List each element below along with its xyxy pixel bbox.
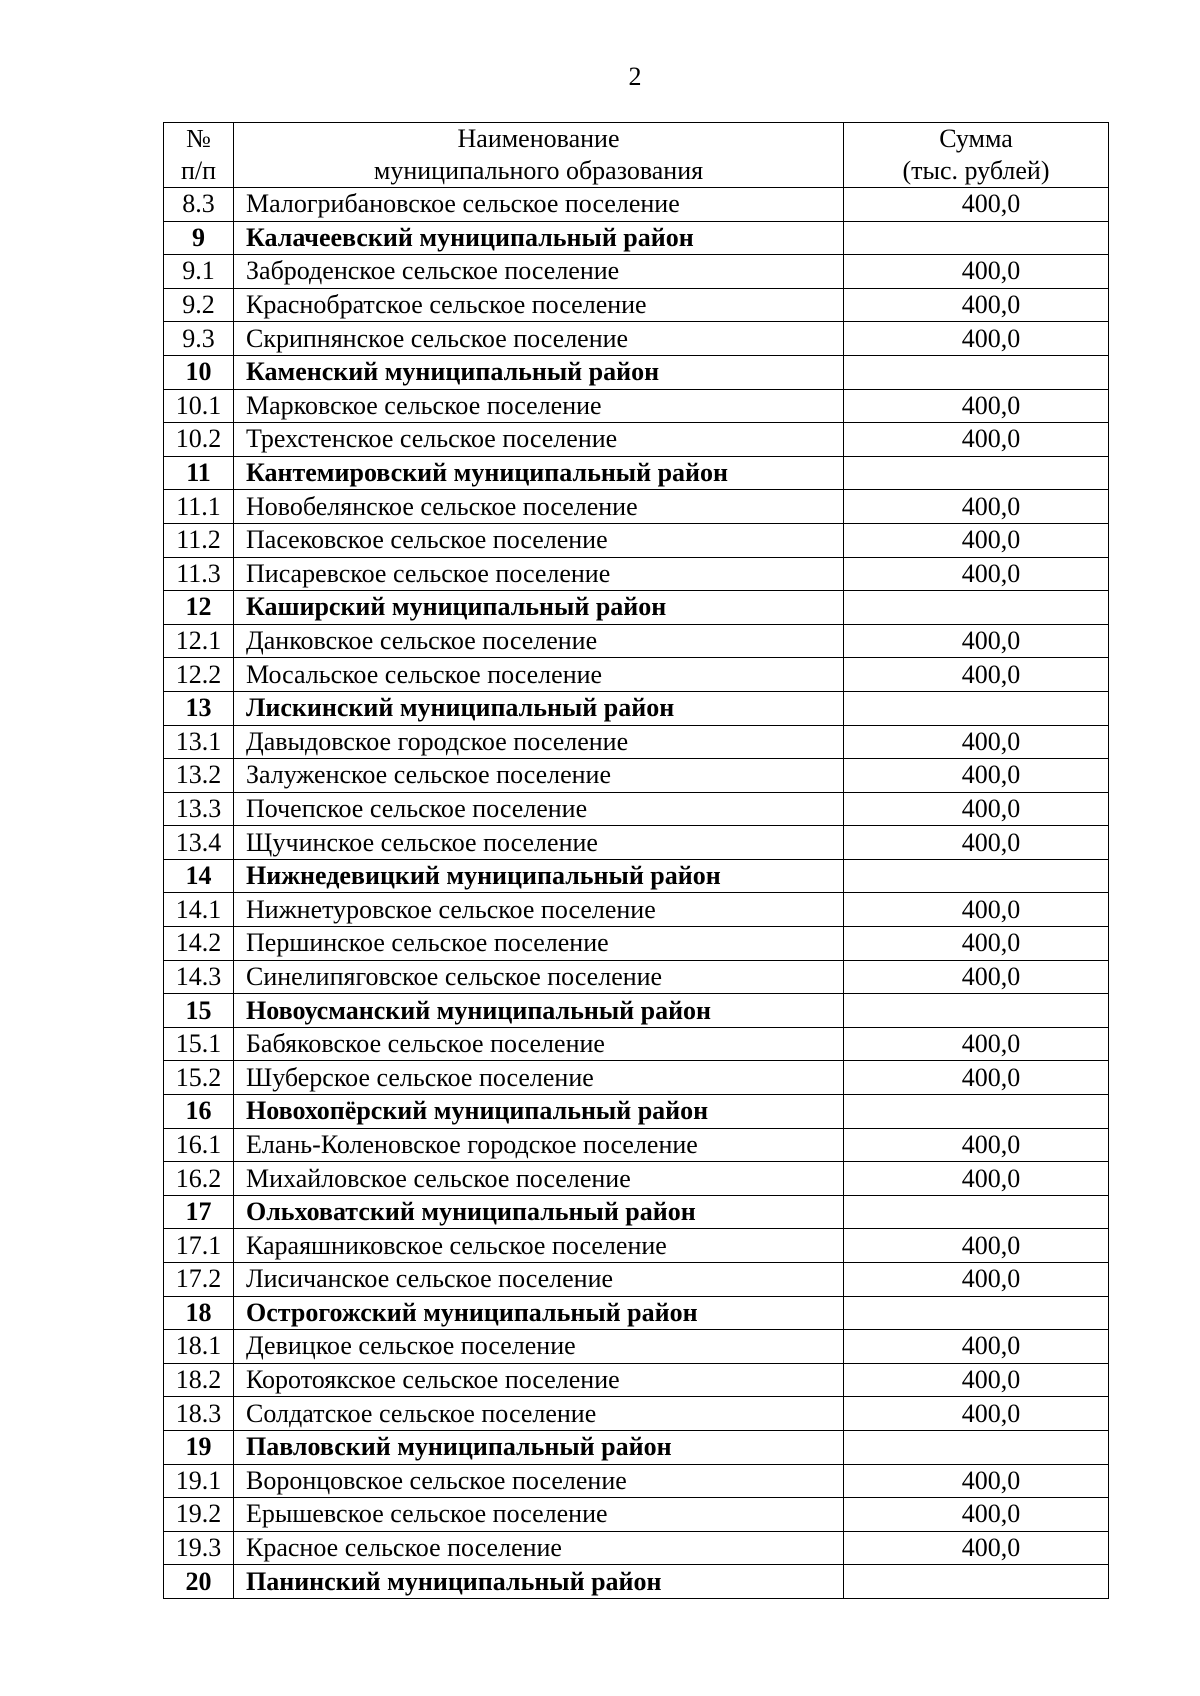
row-name: Трехстенское сельское поселение	[234, 423, 844, 457]
row-name: Каширский муниципальный район	[234, 591, 844, 625]
row-number: 13.3	[164, 792, 234, 826]
table-row	[164, 322, 1109, 356]
row-number: 16.2	[164, 1162, 234, 1196]
row-sum: 400,0	[844, 255, 1109, 289]
table-row	[164, 188, 1109, 222]
row-number: 11.3	[164, 557, 234, 591]
row-name: Панинский муниципальный район	[234, 1565, 844, 1599]
row-name: Острогожский муниципальный район	[234, 1296, 844, 1330]
row-number: 12.1	[164, 624, 234, 658]
row-name: Бабяковское сельское поселение	[234, 1027, 844, 1061]
row-sum	[844, 691, 1109, 725]
row-name: Нижнетуровское сельское поселение	[234, 893, 844, 927]
row-number: 9.2	[164, 288, 234, 322]
row-name: Пасековское сельское поселение	[234, 523, 844, 557]
row-name: Елань-Коленовское городское поселение	[234, 1128, 844, 1162]
row-sum	[844, 221, 1109, 255]
page-number: 2	[628, 62, 642, 91]
row-sum: 400,0	[844, 960, 1109, 994]
district-row	[164, 1195, 1109, 1229]
table-row	[164, 759, 1109, 793]
row-number: 16	[164, 1095, 234, 1129]
table-row	[164, 792, 1109, 826]
table-row	[164, 1397, 1109, 1431]
row-number: 13.2	[164, 759, 234, 793]
district-row	[164, 591, 1109, 625]
table-header	[164, 123, 1109, 188]
row-number: 20	[164, 1565, 234, 1599]
row-sum: 400,0	[844, 557, 1109, 591]
header-num-line2: п/п	[180, 156, 217, 185]
row-sum: 400,0	[844, 423, 1109, 457]
row-name: Першинское сельское поселение	[234, 927, 844, 961]
row-number: 10.2	[164, 423, 234, 457]
row-number: 17	[164, 1195, 234, 1229]
row-name: Ольховатский муниципальный район	[234, 1195, 844, 1229]
row-name: Новобелянское сельское поселение	[234, 490, 844, 524]
row-number: 18.1	[164, 1330, 234, 1364]
table-row	[164, 1363, 1109, 1397]
header-sum-line1: Сумма	[939, 124, 1013, 153]
row-name: Красное сельское поселение	[234, 1531, 844, 1565]
table-row	[164, 658, 1109, 692]
row-number: 12	[164, 591, 234, 625]
table-row	[164, 927, 1109, 961]
row-sum: 400,0	[844, 188, 1109, 222]
header-name-line2: муниципального образования	[373, 156, 704, 185]
row-sum: 400,0	[844, 658, 1109, 692]
row-sum	[844, 355, 1109, 389]
table-row	[164, 1162, 1109, 1196]
row-sum	[844, 1565, 1109, 1599]
row-name: Малогрибановское сельское поселение	[234, 188, 844, 222]
table-row	[164, 288, 1109, 322]
table-row	[164, 1061, 1109, 1095]
row-name: Каменский муниципальный район	[234, 355, 844, 389]
row-number: 18.2	[164, 1363, 234, 1397]
table-row	[164, 423, 1109, 457]
table-row	[164, 1464, 1109, 1498]
row-sum	[844, 994, 1109, 1028]
row-number: 19.2	[164, 1498, 234, 1532]
row-sum: 400,0	[844, 725, 1109, 759]
row-sum: 400,0	[844, 792, 1109, 826]
district-row	[164, 1430, 1109, 1464]
row-sum: 400,0	[844, 1061, 1109, 1095]
row-name: Скрипнянское сельское поселение	[234, 322, 844, 356]
row-number: 19.3	[164, 1531, 234, 1565]
row-name: Павловский муниципальный район	[234, 1430, 844, 1464]
allocation-table	[163, 122, 1109, 1599]
table-row	[164, 893, 1109, 927]
row-sum	[844, 1195, 1109, 1229]
district-row	[164, 859, 1109, 893]
row-number: 11.2	[164, 523, 234, 557]
row-number: 19.1	[164, 1464, 234, 1498]
row-name: Девицкое сельское поселение	[234, 1330, 844, 1364]
row-number: 17.2	[164, 1263, 234, 1297]
row-name: Кантемировский муниципальный район	[234, 456, 844, 490]
row-sum: 400,0	[844, 1330, 1109, 1364]
table-row	[164, 1330, 1109, 1364]
row-number: 11	[164, 456, 234, 490]
district-row	[164, 994, 1109, 1028]
row-name: Солдатское сельское поселение	[234, 1397, 844, 1431]
row-name: Новохопёрский муниципальный район	[234, 1095, 844, 1129]
row-sum: 400,0	[844, 1027, 1109, 1061]
district-row	[164, 691, 1109, 725]
row-name: Данковское сельское поселение	[234, 624, 844, 658]
row-sum: 400,0	[844, 624, 1109, 658]
table-row	[164, 725, 1109, 759]
row-number: 8.3	[164, 188, 234, 222]
row-name: Лискинский муниципальный район	[234, 691, 844, 725]
row-name: Мосальское сельское поселение	[234, 658, 844, 692]
table-row	[164, 1229, 1109, 1263]
row-sum: 400,0	[844, 927, 1109, 961]
row-number: 9	[164, 221, 234, 255]
table-row	[164, 826, 1109, 860]
row-number: 12.2	[164, 658, 234, 692]
row-number: 18.3	[164, 1397, 234, 1431]
row-number: 9.1	[164, 255, 234, 289]
row-number: 13.4	[164, 826, 234, 860]
header-num	[164, 123, 234, 188]
row-number: 19	[164, 1430, 234, 1464]
row-number: 16.1	[164, 1128, 234, 1162]
district-row	[164, 1095, 1109, 1129]
table-row	[164, 490, 1109, 524]
row-number: 15	[164, 994, 234, 1028]
header-num-line1: №	[186, 124, 211, 153]
row-name: Воронцовское сельское поселение	[234, 1464, 844, 1498]
table-row	[164, 1263, 1109, 1297]
table-row	[164, 1498, 1109, 1532]
header-sum	[844, 123, 1109, 188]
row-name: Ерышевское сельское поселение	[234, 1498, 844, 1532]
row-sum: 400,0	[844, 1263, 1109, 1297]
table-row	[164, 960, 1109, 994]
row-number: 15.1	[164, 1027, 234, 1061]
row-sum: 400,0	[844, 1229, 1109, 1263]
row-number: 10.1	[164, 389, 234, 423]
row-number: 10	[164, 355, 234, 389]
district-row	[164, 1565, 1109, 1599]
table-row	[164, 389, 1109, 423]
header-name	[234, 123, 844, 188]
row-name: Давыдовское городское поселение	[234, 725, 844, 759]
row-sum: 400,0	[844, 893, 1109, 927]
district-row	[164, 456, 1109, 490]
row-number: 14	[164, 859, 234, 893]
table-row	[164, 557, 1109, 591]
row-sum: 400,0	[844, 1128, 1109, 1162]
table-row	[164, 624, 1109, 658]
row-name: Почепское сельское поселение	[234, 792, 844, 826]
table-row	[164, 523, 1109, 557]
table-row	[164, 1128, 1109, 1162]
district-row	[164, 221, 1109, 255]
row-sum: 400,0	[844, 1531, 1109, 1565]
row-number: 15.2	[164, 1061, 234, 1095]
row-sum: 400,0	[844, 759, 1109, 793]
row-sum: 400,0	[844, 288, 1109, 322]
row-sum	[844, 1430, 1109, 1464]
row-sum: 400,0	[844, 1162, 1109, 1196]
district-row	[164, 1296, 1109, 1330]
row-sum: 400,0	[844, 1363, 1109, 1397]
row-name: Михайловское сельское поселение	[234, 1162, 844, 1196]
row-sum	[844, 859, 1109, 893]
row-name: Калачеевский муниципальный район	[234, 221, 844, 255]
row-number: 14.3	[164, 960, 234, 994]
row-name: Новоусманский муниципальный район	[234, 994, 844, 1028]
row-name: Синелипяговское сельское поселение	[234, 960, 844, 994]
row-number: 9.3	[164, 322, 234, 356]
row-name: Нижнедевицкий муниципальный район	[234, 859, 844, 893]
row-name: Шуберское сельское поселение	[234, 1061, 844, 1095]
row-name: Марковское сельское поселение	[234, 389, 844, 423]
row-number: 17.1	[164, 1229, 234, 1263]
row-sum: 400,0	[844, 389, 1109, 423]
row-sum: 400,0	[844, 1397, 1109, 1431]
row-number: 13.1	[164, 725, 234, 759]
row-name: Коротоякское сельское поселение	[234, 1363, 844, 1397]
row-number: 14.2	[164, 927, 234, 961]
row-name: Щучинское сельское поселение	[234, 826, 844, 860]
row-sum	[844, 456, 1109, 490]
row-sum: 400,0	[844, 1464, 1109, 1498]
row-sum	[844, 591, 1109, 625]
row-name: Краснобратское сельское поселение	[234, 288, 844, 322]
row-name: Лисичанское сельское поселение	[234, 1263, 844, 1297]
row-number: 11.1	[164, 490, 234, 524]
row-name: Караяшниковское сельское поселение	[234, 1229, 844, 1263]
row-number: 14.1	[164, 893, 234, 927]
row-number: 18	[164, 1296, 234, 1330]
row-sum: 400,0	[844, 523, 1109, 557]
row-sum	[844, 1296, 1109, 1330]
row-sum: 400,0	[844, 1498, 1109, 1532]
row-name: Залуженское сельское поселение	[234, 759, 844, 793]
row-sum: 400,0	[844, 490, 1109, 524]
row-sum: 400,0	[844, 826, 1109, 860]
table-row	[164, 255, 1109, 289]
row-name: Заброденское сельское поселение	[234, 255, 844, 289]
table-row	[164, 1027, 1109, 1061]
row-sum: 400,0	[844, 322, 1109, 356]
row-name: Писаревское сельское поселение	[234, 557, 844, 591]
table-row	[164, 1531, 1109, 1565]
district-row	[164, 355, 1109, 389]
row-number: 13	[164, 691, 234, 725]
row-sum	[844, 1095, 1109, 1129]
header-sum-line2: (тыс. рублей)	[902, 156, 1050, 185]
header-name-line1: Наименование	[457, 124, 620, 153]
table-body	[164, 188, 1109, 1599]
